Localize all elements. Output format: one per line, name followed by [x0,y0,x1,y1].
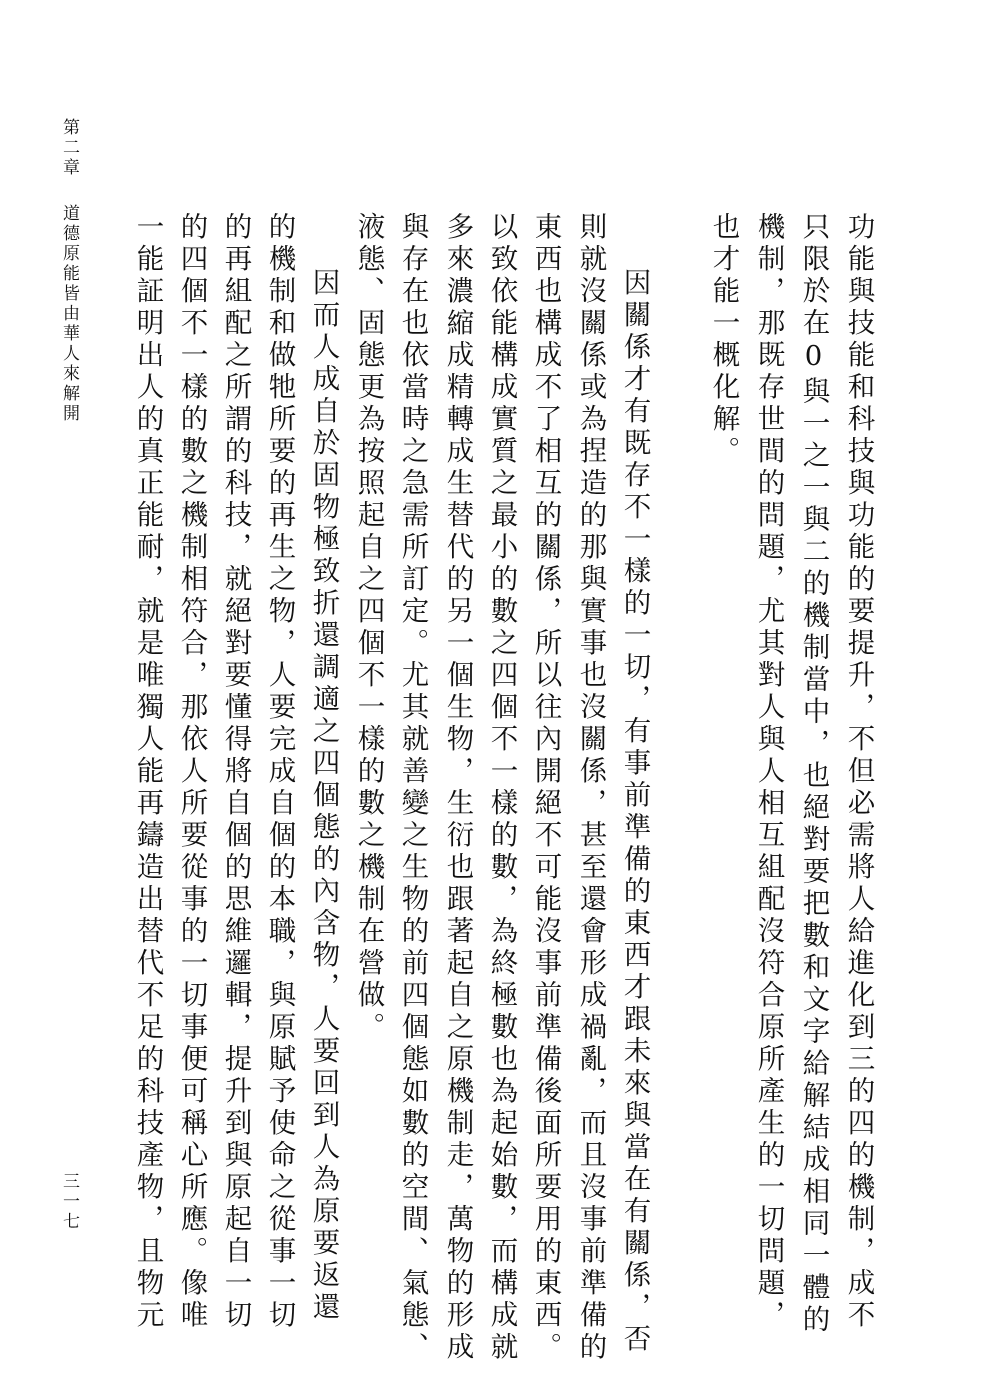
text-column: 也才能一概化解。 [707,212,740,468]
text-column: 的四個不一樣的數之機制相符合，那依人所要從事的一切事便可稱心所應。像唯 [175,212,208,1332]
text-column: 以致依能構成實質之最小的數之四個不一樣的數，為終極數也為起始數，而構成就 [485,212,518,1364]
text-column: 的再組配之所謂的科技，就絕對要懂得將自個的思維邏輯，提升到與原起自一切 [219,212,252,1332]
text-column: 液態、固態更為按照起自之四個不一樣的數之機制在營做。 [352,212,385,1044]
text-column: 一能証明出人的真正能耐，就是唯獨人能再鑄造出替代不足的科技產物，且物元 [131,212,164,1332]
text-column: 的機制和做牠所要的再生之物，人要完成自個的本職，與原賦予使命之從事一切 [263,212,296,1332]
text-column: 與存在也依當時之急需所訂定。尤其就善變之生物的前四個態如數的空間、氣態、 [396,212,429,1364]
running-header-chapter: 第二章 [59,118,79,178]
text-column: 功能與技能和科技與功能的要提升，不但必需將人給進化到三的四的機制，成不 [842,212,875,1332]
text-column: 因而人成自於固物極致折還調適之四個態的內含物，人要回到人為原要返還 [307,268,340,1324]
text-column: 則就沒關係或為捏造的那與實事也沒關係，甚至還會形成禍亂，而且沒事前準備的 [574,212,607,1364]
running-header-title: 道德原能皆由華人來解開 [59,204,79,424]
text-column: 多來濃縮成精轉成生替代的另一個生物，生衍也跟著起自之原機制走，萬物的形成 [441,212,474,1364]
text-column: 東西也構成不了相互的關係，所以往內開絕不可能沒事前準備後面所要用的東西。 [529,212,562,1364]
text-column: 只限於在0與一之一與二的機制當中，也絕對要把數和文字給解結成相同一體的 [797,212,830,1337]
page-number: 三一七 [59,1172,79,1232]
text-column: 機制，那既存世間的問題，尤其對人與人相互組配沒符合原所產生的一切問題， [752,212,785,1332]
text-column: 因關係才有既存不一樣的一切，有事前準備的東西才跟未來與當在有關係，否 [618,268,651,1356]
